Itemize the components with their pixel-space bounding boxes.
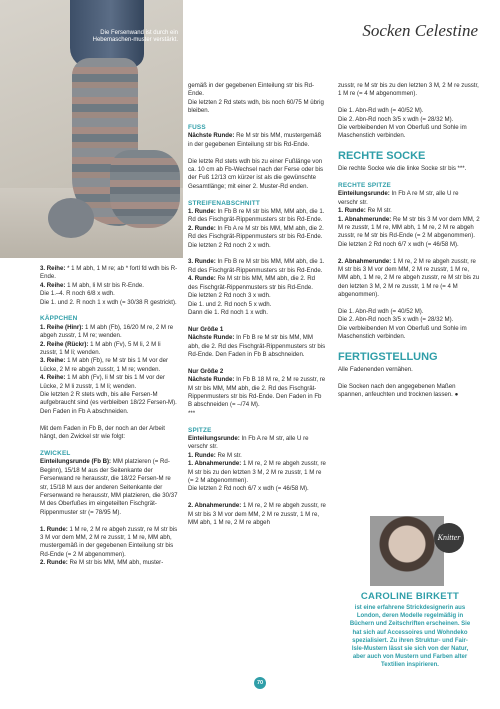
section-heading: SPITZE — [188, 426, 212, 434]
author-portrait — [370, 516, 444, 586]
author-name: CAROLINE BIRKETT — [360, 591, 460, 602]
section-heading: ZWICKEL — [40, 449, 71, 457]
end-mark-icon: ● — [454, 391, 459, 399]
section-heading: FUSS — [188, 124, 206, 132]
section-heading: STREIFENABSCHNITT — [188, 199, 260, 207]
page-title: Socken Celestine — [362, 21, 478, 40]
author-bio: ist eine erfahrene Strickdesignerin aus London, deren Modelle regelmäßig in Büchern und Zeitschriften erscheinen. Sie hat sich auf Accessoires und Wohndeko spezialisiert. Zu ihren Struktur- und Fair-Isle-Mustern lässt sie sich von der Natur, aber auch von Mustern und Farben alter Textilien inspirieren. — [349, 605, 471, 669]
knitter-badge: Knitter — [434, 523, 464, 553]
page-number: 70 — [254, 677, 266, 689]
photo-caption: Die Fersenwand ist durch ein Hebemaschen-muster verstärkt. — [92, 30, 178, 43]
section-heading: KÄPPCHEN — [40, 315, 78, 323]
column-1: 3. Reihe: * 1 M abh, 1 M re; ab * fortl fd wdh bis R-Ende. 4. Reihe: 1 M abh, li M str bis R-Ende. Die 1.–4. R noch 6/8 x wdh. Die 1. und 2. R noch 1 x wdh (= 30/38 R gestrickt). KÄPPCHEN 1. Reihe (Hinr): 1 M abh (Fb), 16/20 M re, 2 M re abgeh zusstr, 1 M re; wenden. 2. Reihe (Rückr): 1 M abh (Fv), 5 M li, 2 M li zusstr, 1 M li; wenden. 3. Reihe: 1 M abh (Fb), re M str bis 1 M vor der Lücke, 2 M re abgeh zusstr, 1 M re; wenden. 4. Reihe: 1 M abh (Fv), li M str bis 1 M vor der Lücke, 2 M li zusstr, 1 M li; wenden. Die letzten 2 R stets wdh, bis alle Fersen-M aufgebraucht sind (es verbleiben 18/22 Fersen-M). Den Faden in Fb A abschneiden. Mit dem Faden in Fb B, der noch an der Arbeit hängt, den Zwickel str wie folgt: ZWICKEL Einteilungsrunde (Fb B): MM platzieren (= Rd-Beginn), 15/18 M aus der Seitenkante der Fersenwand re herausstr, die 18/22 Fersen-M re str, 15/18 M aus der anderen Seitenkante der Fersenwand re herausstr, MM platzieren, die 30/37 M des Oberfußes im eingeteilten Fischgrät-Rippenmuster str (= 78/95 M). 1. Runde: 1 M re, 2 M re abgeh zusstr, re M str bis 3 M vor dem MM, 2 M re zusstr, 1 M re, MM abh, mustergemäß in der gegebenen Einteilung str bis Rd-Ende (= 2 M abgenommen). 2. Runde: Re M str bis MM, MM abh, muster- — [40, 265, 178, 567]
sock-photo — [0, 0, 183, 258]
sock-heel — [48, 198, 94, 238]
section-heading-large: RECHTE SOCKE — [338, 150, 426, 163]
sock-right — [110, 150, 180, 228]
row-label: 3. Reihe: — [40, 265, 66, 272]
row-label: 4. Reihe: — [40, 281, 66, 289]
column-3: zusstr, re M str bis zu den letzten 3 M, 2 M re zusstr, 1 M re (= 4 M abgenommen). Die 1. Abn-Rd wdh (= 40/52 M). Die 2. Abn-Rd noch 3/5 x wdh (= 28/32 M). Die verbleibenden M von Oberfuß und Sohle im Maschenstich verbinden. RECHTE SOCKE Die rechte Socke wie die linke Socke str bis ***. RECHTE SPITZE Einteilungsrunde: In Fb A re M str, alle U re verschr str. 1. Runde: Re M str. 1. Abnahmerunde: Re M str bis 3 M vor dem MM, 2 M re zusstr, 1 M re, MM abh, 1 M re, 2 M re abgeh zusstr, re M str bis Rd-Ende (= 2 M abgenommen). Die letzten 2 Rd noch 6/7 x wdh (= 46/58 M). 2. Abnahmerunde: 1 M re, 2 M re abgeh zusstr, re M str bis 3 M vor dem MM, 2 M re zusstr, 1 M re, MM abh, 1 M re, 2 M re abgeh zusstr, re M str bis zu den letzten 3 M, 2 M re zusstr, 1 M re (= 4 M abgenommen). Die 1. Abn-Rd wdh (= 40/52 M). Die 2. Abn-Rd noch 3/5 x wdh (= 28/32 M). Die verbleibenden M von Oberfuß und Sohle im Maschenstich verbinden. FERTIGSTELLUNG Alle Fadenenden vernähen. Die Socken nach den angegebenen Maßen spannen, anfeuchten und trocknen lassen. ● — [338, 82, 480, 399]
section-heading-large: FERTIGSTELLUNG — [338, 351, 438, 364]
column-2: gemäß in der gegebenen Einteilung str bis Rd-Ende. Die letzten 2 Rd stets wdh, bis noch 60/75 M übrig bleiben. FUSS Nächste Runde: Re M str bis MM, mustergemäß in der gegebenen Einteilung str bis Rd-Ende. Die letzte Rd stets wdh bis zu einer Fußlänge von ca. 10 cm ab Fb-Wechsel nach der Ferse oder bis der Fuß 12/13 cm kürzer ist als die gewünschte Gesamtlänge; mit einer 2. Muster-Rd enden. STREIFENABSCHNITT 1. Runde: In Fb B re M str bis MM, MM abh, die 1. Rd des Fischgrät-Rippenmusters str bis Rd-Ende. 2. Runde: In Fb A re M str bis MM, MM abh, die 2. Rd des Fischgrät-Rippenmusters str bis Rd-Ende. Die letzten 2 Rd noch 2 x wdh. 3. Runde: In Fb B re M str bis MM, MM abh, die 1. Rd des Fischgrät-Rippenmusters str bis Rd-Ende. 4. Runde: Re M str bis MM, MM abh, die 2. Rd des Fischgrät-Rippenmusters str bis Rd-Ende. Die letzten 2 Rd noch 3 x wdh. Die 1. und 2. Rd noch 5 x wdh. Dann die 1. Rd noch 1 x wdh. Nur Größe 1 Nächste Runde: In Fb B re M str bis MM, MM abh, die 2. Rd des Fischgrät-Rippenmusters str bis Rd-Ende. Den Faden in Fb B abschneiden. Nur Größe 2 Nächste Runde: In Fb B 18 M re, 2 M re zusstr, re M str bis MM, MM abh, die 2. Rd des Fischgrät-Rippenmusters str bis Rd-Ende. Den Faden in Fb B abschneiden (= –/74 M). *** SPITZE Einteilungsrunde: In Fb A re M str, alle U re verschr str. 1. Runde: Re M str. 1. Abnahmerunde: 1 M re, 2 M re abgeh zusstr, re M str bis zu den letzten 3 M, 2 M re zusstr, 1 M re (= 2 M abgenommen). Die letzten 2 Rd noch 6/7 x wdh (= 46/58 M). 2. Abnahmerunde: 1 M re, 2 M re abgeh zusstr, re M str bis 3 M vor dem MM, 2 M re zusstr, 1 M re, MM abh, 1 M re, 2 M re abgeh — [188, 82, 326, 526]
section-heading: RECHTE SPITZE — [338, 182, 392, 190]
